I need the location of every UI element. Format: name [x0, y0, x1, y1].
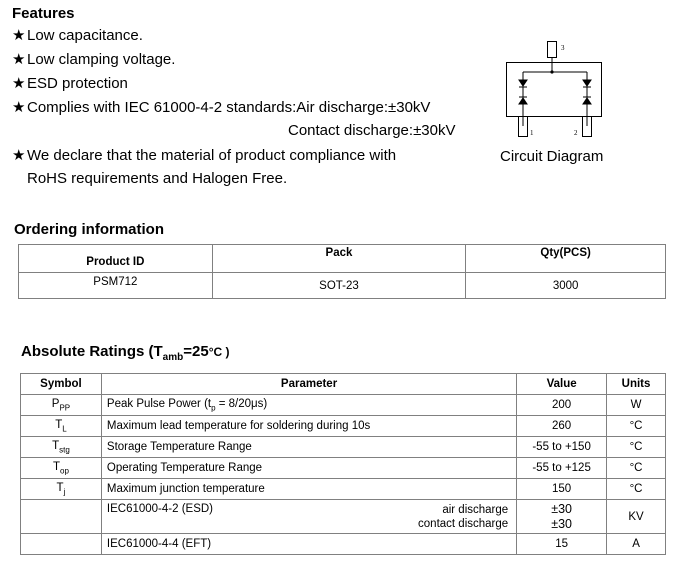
table-row: [21, 395, 666, 416]
unit-cell: °C: [607, 416, 666, 437]
star-icon: ★: [12, 99, 26, 116]
column-header: Qty(PCS): [466, 245, 666, 273]
symbol-cell: $T_j$: [21, 479, 102, 500]
star-icon: ★: [12, 51, 26, 68]
unit-cell: °C: [607, 458, 666, 479]
table-row: [21, 437, 666, 458]
diode-icon: [583, 80, 591, 86]
parameter-cell: IEC61000-4-4 (EFT): [101, 534, 516, 555]
circuit-diagram: [498, 40, 610, 146]
feature-item: ★ We declare that the material of product compliance with: [12, 147, 397, 164]
parameter-cell: Operating Temperature Range: [101, 458, 516, 479]
symbol-cell: [21, 500, 102, 534]
value-cell: 200: [517, 395, 607, 416]
pack-cell: SOT-23: [212, 273, 466, 299]
unit-cell: A: [607, 534, 666, 555]
unit-cell: W: [607, 395, 666, 416]
parameter-cell: Maximum junction temperature: [101, 479, 516, 500]
value-cell: 150: [517, 479, 607, 500]
column-header: Units: [607, 374, 666, 395]
pin-3-pad: [548, 42, 557, 58]
feature-item: ★ Low clamping voltage.: [12, 51, 176, 68]
feature-contact-discharge: Contact discharge:±30kV: [288, 122, 456, 139]
value-cell: ±30 ±30: [517, 500, 607, 534]
diode-icon: [583, 98, 591, 104]
features-heading: Features: [12, 5, 75, 22]
circuit-diagram-caption: Circuit Diagram: [500, 148, 604, 165]
value-cell: -55 to +150: [517, 437, 607, 458]
feature-item: ★ Low capacitance.: [12, 27, 143, 44]
value-cell: -55 to +125: [517, 458, 607, 479]
value-cell: 260: [517, 416, 607, 437]
unit-cell: KV: [607, 500, 666, 534]
diode-icon: [519, 98, 527, 104]
symbol-cell: [21, 534, 102, 555]
unit-cell: °C: [607, 479, 666, 500]
symbol-cell: $T_{stg}$: [21, 437, 102, 458]
absolute-ratings-table: [20, 373, 666, 555]
parameter-cell: IEC61000-4-2 (ESD) air discharge contact discharge: [101, 500, 516, 534]
feature-rohs-line: RoHS requirements and Halogen Free.: [27, 170, 288, 187]
unit-cell: °C: [607, 437, 666, 458]
table-row: [21, 534, 666, 555]
star-icon: ★: [12, 75, 26, 92]
table-row: [21, 458, 666, 479]
column-header: Symbol: [21, 374, 102, 395]
symbol-cell: $T_L$: [21, 416, 102, 437]
column-header: Pack: [212, 245, 466, 273]
symbol-cell: $T_{op}$: [21, 458, 102, 479]
parameter-cell: Maximum lead temperature for soldering during 10s: [101, 416, 516, 437]
product-id-cell: PSM712: [19, 273, 213, 299]
column-header: Product ID: [19, 245, 213, 273]
table-row: [21, 479, 666, 500]
feature-item: ★ ESD protection: [12, 75, 128, 92]
pin-1-label: 1: [530, 129, 534, 137]
feature-item: ★ Complies with IEC 61000-4-2 standards:Air discharge:±30kV: [12, 99, 431, 116]
pin-2-label: 2: [574, 129, 578, 137]
ordering-heading: Ordering information: [14, 221, 164, 238]
star-icon: ★: [12, 147, 26, 164]
table-header-row: [19, 245, 666, 273]
column-header: Parameter: [101, 374, 516, 395]
qty-cell: 3000: [466, 273, 666, 299]
table-row-esd: [21, 500, 666, 534]
diode-icon: [519, 80, 527, 86]
value-cell: 15: [517, 534, 607, 555]
column-header: Value: [517, 374, 607, 395]
ordering-table: [18, 244, 666, 299]
table-row: [19, 273, 666, 299]
absolute-ratings-heading: Absolute Ratings ($T_{amb}=25^\circ C$ ): [21, 343, 230, 363]
star-icon: ★: [12, 27, 26, 44]
parameter-cell: Peak Pulse Power $(t_p = 8/20\mu s)$: [101, 395, 516, 416]
pin-3-label: 3: [561, 44, 565, 52]
table-row: [21, 416, 666, 437]
symbol-cell: $P_{PP}$: [21, 395, 102, 416]
table-header-row: [21, 374, 666, 395]
parameter-cell: Storage Temperature Range: [101, 437, 516, 458]
